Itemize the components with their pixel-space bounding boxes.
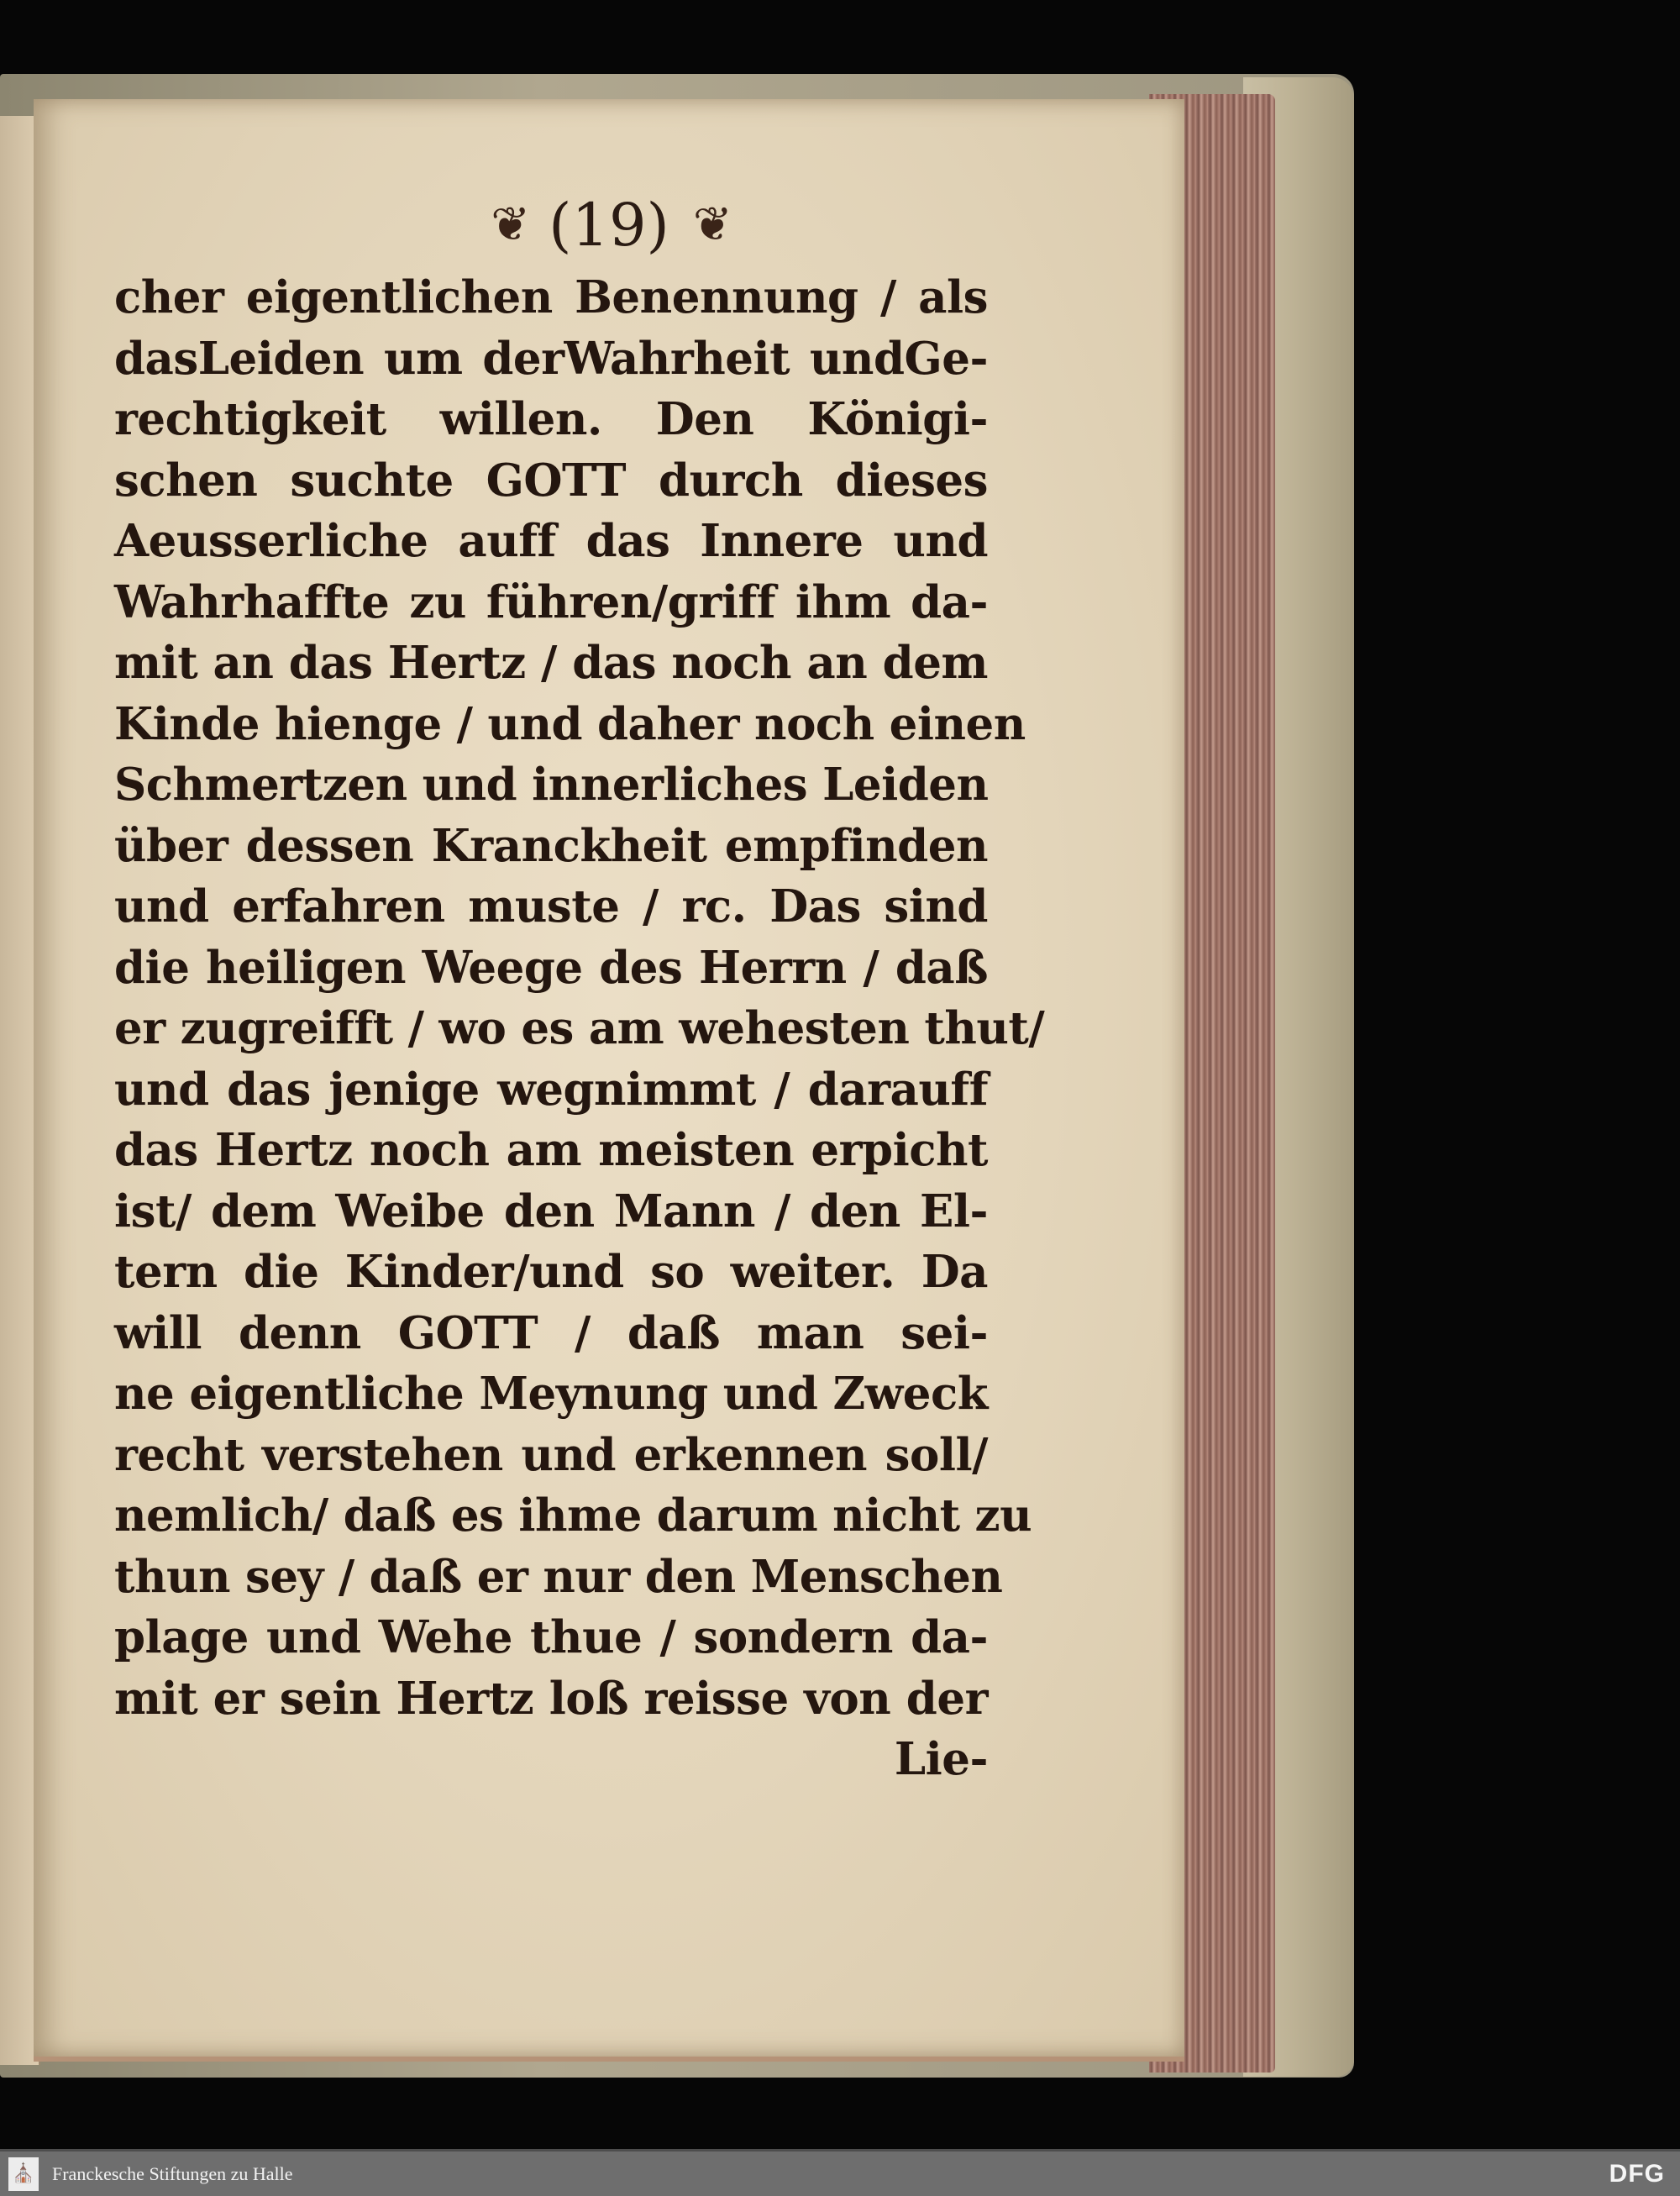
text-line: thun sey / daß er nur den Menschen bbox=[114, 1550, 1003, 1603]
library-logo-icon: ⛪ bbox=[8, 2157, 39, 2191]
text-line: und erfahren muste / rc. Das sind bbox=[114, 880, 988, 933]
text-line: cher eigentlichen Benennung / als bbox=[114, 271, 988, 323]
catchword: Lie- bbox=[894, 1733, 988, 1785]
text-line: Schmertzen und innerliches Leiden bbox=[114, 759, 989, 811]
text-line: über dessen Kranckheit empfinden bbox=[114, 819, 988, 872]
text-line: nemlich/ daß es ihme darum nicht zu bbox=[114, 1489, 1032, 1542]
text-line: ne eigentliche Meynung und Zweck bbox=[114, 1368, 988, 1420]
text-line: mit er sein Hertz loß reisse von der bbox=[114, 1672, 988, 1725]
ornament-left-icon: ❦ bbox=[491, 197, 526, 252]
text-line: Aeusserliche auff das Innere und bbox=[114, 515, 988, 567]
text-line: er zugreifft / wo es am wehesten thut/ bbox=[114, 1002, 1045, 1054]
text-line: und das jenige wegnimmt / darauff bbox=[114, 1063, 988, 1116]
text-line: schen suchte GOTT durch dieses bbox=[114, 454, 988, 507]
dfg-logo: DFG bbox=[1609, 2159, 1665, 2188]
page-header bbox=[34, 183, 1184, 267]
page-number: (19) bbox=[549, 191, 669, 260]
text-line: ist/ dem Weibe den Mann / den El- bbox=[114, 1185, 988, 1237]
text-line: recht verstehen und erkennen soll/ bbox=[114, 1428, 988, 1481]
text-line: das Hertz noch am meisten erpicht bbox=[114, 1124, 988, 1176]
text-line: die heiligen Weege des Herrn / daß bbox=[114, 941, 988, 994]
institution-name: Franckesche Stiftungen zu Halle bbox=[52, 2162, 293, 2184]
body-text bbox=[114, 267, 1045, 1790]
text-line: Wahrhaffte zu führen/griff ihm da- bbox=[114, 575, 988, 628]
text-line: rechtigkeit willen. Den Königi- bbox=[114, 393, 988, 445]
text-line: Kinde hienge / und daher noch einen bbox=[114, 697, 1026, 750]
ornament-right-icon: ❦ bbox=[692, 197, 727, 252]
text-line: dasLeiden um derWahrheit undGe- bbox=[114, 332, 988, 385]
viewer-footer bbox=[0, 2149, 1680, 2196]
text-line: mit an das Hertz / das noch an dem bbox=[114, 637, 988, 689]
text-line: will denn GOTT / daß man sei- bbox=[114, 1306, 988, 1359]
book-page bbox=[34, 99, 1184, 2062]
text-line: tern die Kinder/und so weiter. Da bbox=[114, 1246, 988, 1298]
text-line: plage und Wehe thue / sondern da- bbox=[114, 1611, 988, 1663]
